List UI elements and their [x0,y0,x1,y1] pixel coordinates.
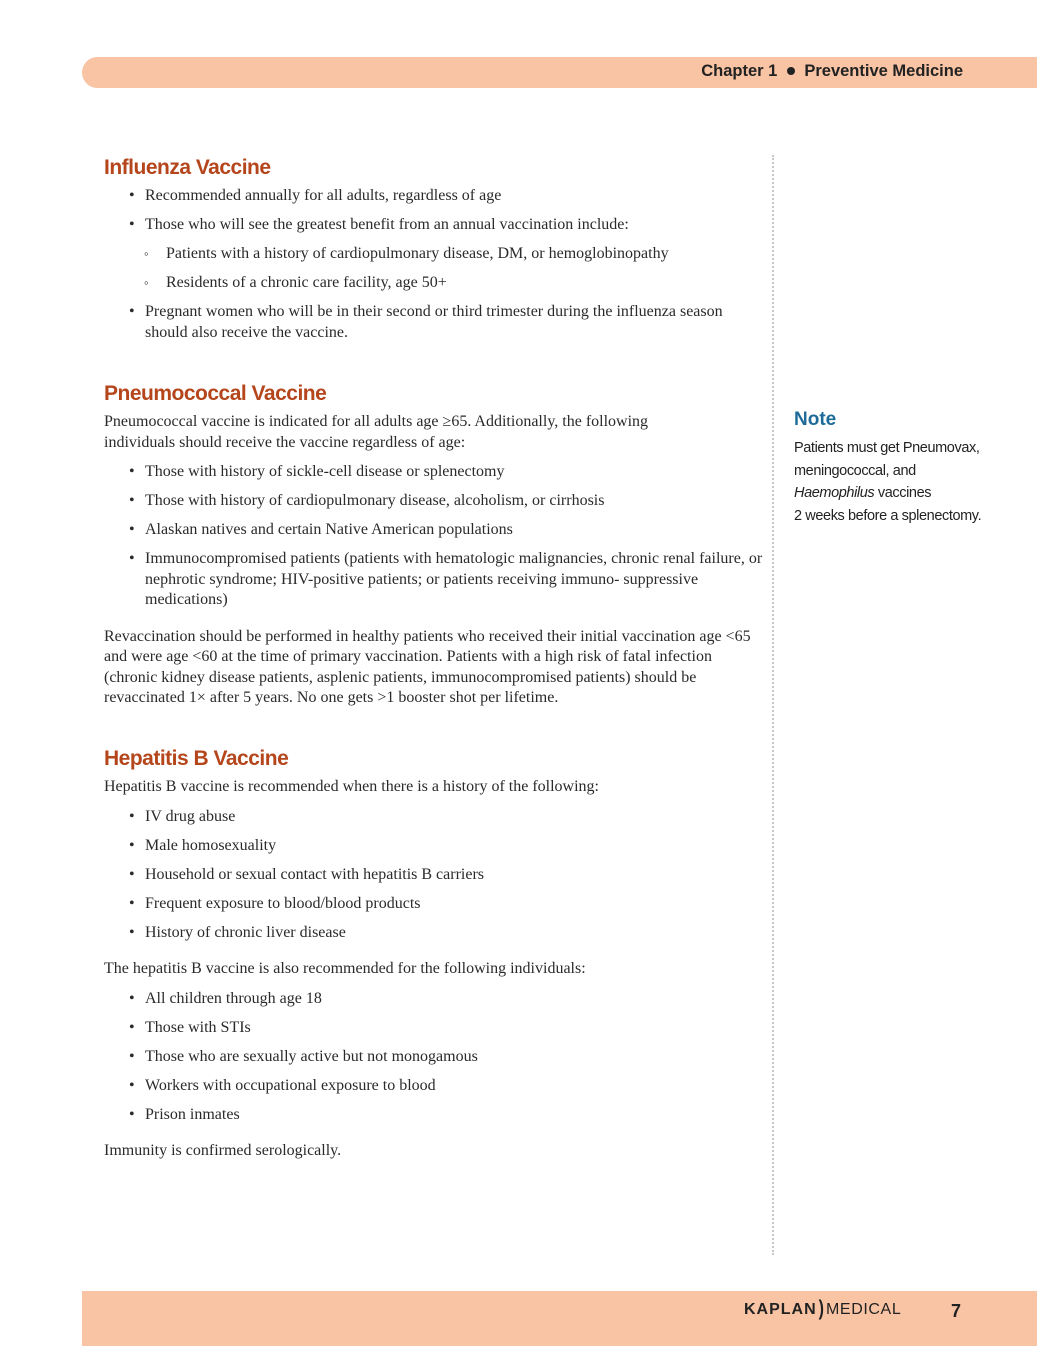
hepatitis-b-list-2 [104,989,764,1126]
kaplan-logo [744,1298,902,1321]
chapter-title: Preventive Medicine [804,62,963,80]
note-line: 2 weeks before a splenectomy. [794,507,982,524]
influenza-heading: Influenza Vaccine [104,156,271,179]
hepatitis-b-heading: Hepatitis B Vaccine [104,747,289,770]
hepatitis-b-intro: Hepatitis B vaccine is recommended when there is a history of the following: [104,778,599,795]
list-item: • Workers with occupational exposure to blood [104,1076,764,1097]
sub-list-item: ◦ Residents of a chronic care facility, age 50+ [104,273,764,294]
hepatitis-b-section [104,777,764,1162]
immunity-note: Immunity is confirmed serologically. [104,1142,342,1159]
influenza-list [104,186,764,343]
list-item: • History of chronic liver disease [104,923,764,944]
list-item: • Alaskan natives and certain Native American populations [104,520,764,541]
list-item: • Those with history of sickle-cell disease or splenectomy [104,462,764,483]
note-line: meningococcal, and [794,462,916,479]
running-header [82,57,1037,88]
list-item: • Prison inmates [104,1105,764,1126]
pneumococcal-section [104,412,764,709]
note-line-rest: vaccines [874,485,932,501]
logo-swoosh-icon: ) [818,1298,824,1321]
logo-suffix: MEDICAL [826,1301,902,1318]
pneumococcal-list [104,462,764,611]
page-number: 7 [951,1301,962,1321]
pneumococcal-heading: Pneumococcal Vaccine [104,382,327,405]
list-item: • Male homosexuality [104,836,764,857]
hepatitis-b-intro-2: The hepatitis B vaccine is also recommended for the following individuals: [104,960,586,977]
note-line [794,482,994,505]
list-item: • IV drug abuse [104,807,764,828]
list-item: • Recommended annually for all adults, regardless of age [104,186,764,207]
margin-note [794,409,994,527]
bullet-separator-icon [787,67,795,75]
list-item: • Those with STIs [104,1018,764,1039]
running-header-text [701,62,963,81]
list-item: • Those who are sexually active but not monogamous [104,1047,764,1068]
list-item: • Pregnant women who will be in their second or third trimester during the influenza season should also receive the vaccine. [104,302,764,343]
list-item: • Those who will see the greatest benefit from an annual vaccination include: [104,215,764,236]
logo-brand: KAPLAN [744,1301,817,1318]
list-item: • Household or sexual contact with hepatitis B carriers [104,865,764,886]
hepatitis-b-list [104,807,764,944]
footer [82,1291,1037,1346]
note-body [794,437,994,527]
chapter-label: Chapter 1 [701,62,778,80]
pneumococcal-intro: Pneumococcal vaccine is indicated for all adults age ≥65. Additionally, the following individuals should receive the vaccine regardless of age: [104,413,649,451]
list-item: • All children through age 18 [104,989,764,1010]
note-line: Patients must get Pneumovax, [794,440,980,456]
note-title: Note [794,409,837,430]
sub-list-item: ◦ Patients with a history of cardiopulmonary disease, DM, or hemoglobinopathy [104,244,764,265]
list-item: • Immunocompromised patients (patients with hematologic malignancies, chronic renal failure, or nephrotic syndrome; HIV-positive patients; or patients receiving immuno- suppressive medications) [104,549,764,611]
revaccination-paragraph: Revaccination should be performed in healthy patients who received their initial vaccination age <65 and were age <60 at the time of primary vaccination. Patients with a high risk of fatal infection (chronic kidney disease patients, asplenic patients, immunocompromised patients) should be revaccinated 1× after 5 years. No one gets >1 booster shot per lifetime. [104,627,751,706]
list-item: • Frequent exposure to blood/blood products [104,894,764,915]
note-italic-term: Haemophilus [794,485,875,501]
column-divider [772,155,774,1255]
influenza-section [104,186,764,343]
list-item: • Those with history of cardiopulmonary disease, alcoholism, or cirrhosis [104,491,764,512]
